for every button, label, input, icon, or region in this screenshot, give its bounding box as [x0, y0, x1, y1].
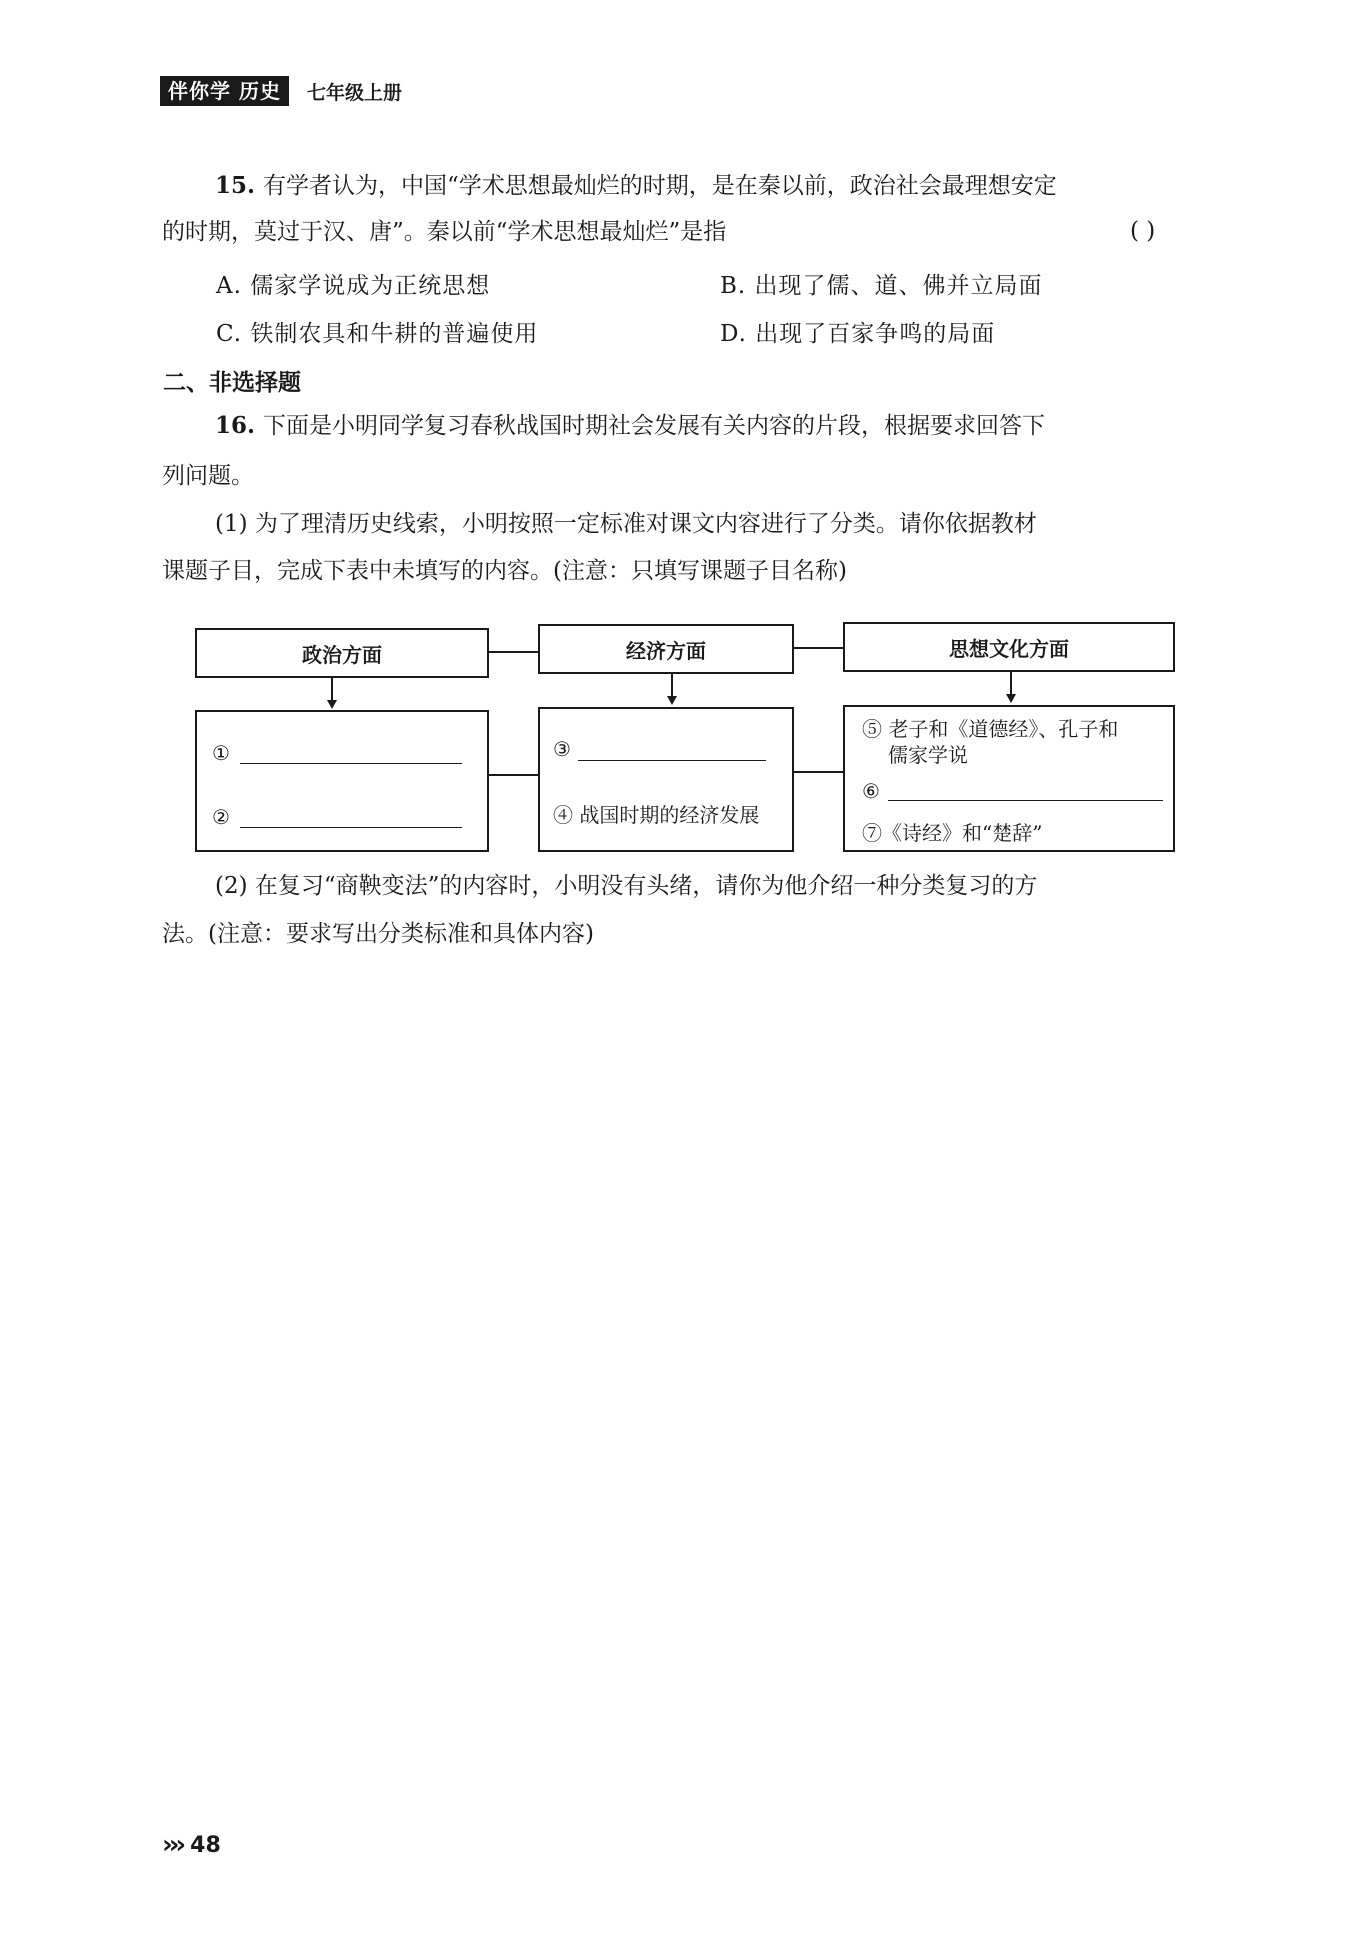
blank-3[interactable] — [578, 760, 766, 761]
option-a: A. 儒家学说成为正统思想 — [216, 273, 491, 299]
page-footer — [162, 1830, 221, 1860]
heading-culture: 思想文化方面 — [949, 636, 1069, 661]
item-4: ④ 战国时期的经济发展 — [553, 803, 760, 827]
page-number: 48 — [190, 1832, 221, 1858]
arrow-line-economy — [671, 674, 673, 698]
q16-number: 16. — [215, 412, 256, 439]
q16-sub1-line1: (1) 为了理清历史线索，小明按照一定标准对课文内容进行了分类。请你依据教材 — [215, 511, 1037, 537]
content-box-politics — [195, 710, 489, 852]
item-3-label: ③ — [553, 737, 571, 761]
item-7: ⑦《诗经》和“楚辞” — [862, 821, 1043, 845]
arrow-head-economy — [667, 696, 677, 705]
q16-sub2-line2: 法。(注意：要求写出分类标准和具体内容) — [162, 921, 594, 947]
blank-2[interactable] — [240, 827, 462, 828]
item-6-label: ⑥ — [862, 779, 880, 803]
q15-line2: 的时期，莫过于汉、唐”。秦以前“学术思想最灿烂”是指 — [162, 219, 727, 245]
connector-content-2 — [794, 771, 843, 773]
heading-box-politics — [195, 628, 489, 678]
q16-sub2-line1: (2) 在复习“商鞅变法”的内容时，小明没有头绪，请你为他介绍一种分类复习的方 — [215, 873, 1038, 899]
heading-economy: 经济方面 — [626, 638, 706, 663]
option-b: B. 出现了儒、道、佛并立局面 — [720, 273, 1043, 299]
q16-text1: 下面是小明同学复习春秋战国时期社会发展有关内容的片段，根据要求回答下 — [263, 413, 1046, 439]
grade-label: 七年级上册 — [306, 81, 402, 104]
connector-heading-2 — [794, 647, 843, 649]
option-d: D. 出现了百家争鸣的局面 — [720, 321, 996, 347]
book-title: 伴你学 历史 — [160, 76, 289, 106]
q15-text1: 有学者认为，中国“学术思想最灿烂的时期，是在秦以前，政治社会最理想安定 — [263, 173, 1057, 199]
connector-content-1 — [489, 774, 538, 776]
item-5-line1: ⑤ 老子和《道德经》、孔子和 — [862, 717, 1119, 741]
blank-6[interactable] — [888, 800, 1163, 801]
heading-box-culture — [843, 622, 1175, 672]
section-title: 二、非选择题 — [163, 370, 301, 396]
arrow-line-culture — [1010, 672, 1012, 696]
content-box-economy — [538, 707, 794, 852]
blank-1[interactable] — [240, 763, 462, 764]
q15-number: 15. — [215, 172, 256, 199]
item-5-line2: 儒家学说 — [888, 743, 968, 767]
chevron-icon: ››› — [162, 1830, 183, 1860]
connector-heading-1 — [489, 651, 538, 653]
q16-line1 — [215, 410, 1045, 442]
q15-line1 — [215, 170, 1057, 202]
heading-politics: 政治方面 — [302, 642, 382, 667]
q16-line2: 列问题。 — [162, 463, 254, 489]
arrow-line-politics — [331, 678, 333, 702]
heading-box-economy — [538, 624, 794, 674]
item-1-label: ① — [212, 741, 230, 765]
arrow-head-culture — [1006, 694, 1016, 703]
page-header — [160, 76, 402, 106]
arrow-head-politics — [327, 700, 337, 709]
item-2-label: ② — [212, 805, 230, 829]
q16-sub1-line2: 课题子目，完成下表中未填写的内容。(注意：只填写课题子目名称) — [162, 558, 847, 584]
answer-paren: ( ) — [1130, 218, 1156, 244]
option-c: C. 铁制农具和牛耕的普遍使用 — [216, 321, 539, 347]
